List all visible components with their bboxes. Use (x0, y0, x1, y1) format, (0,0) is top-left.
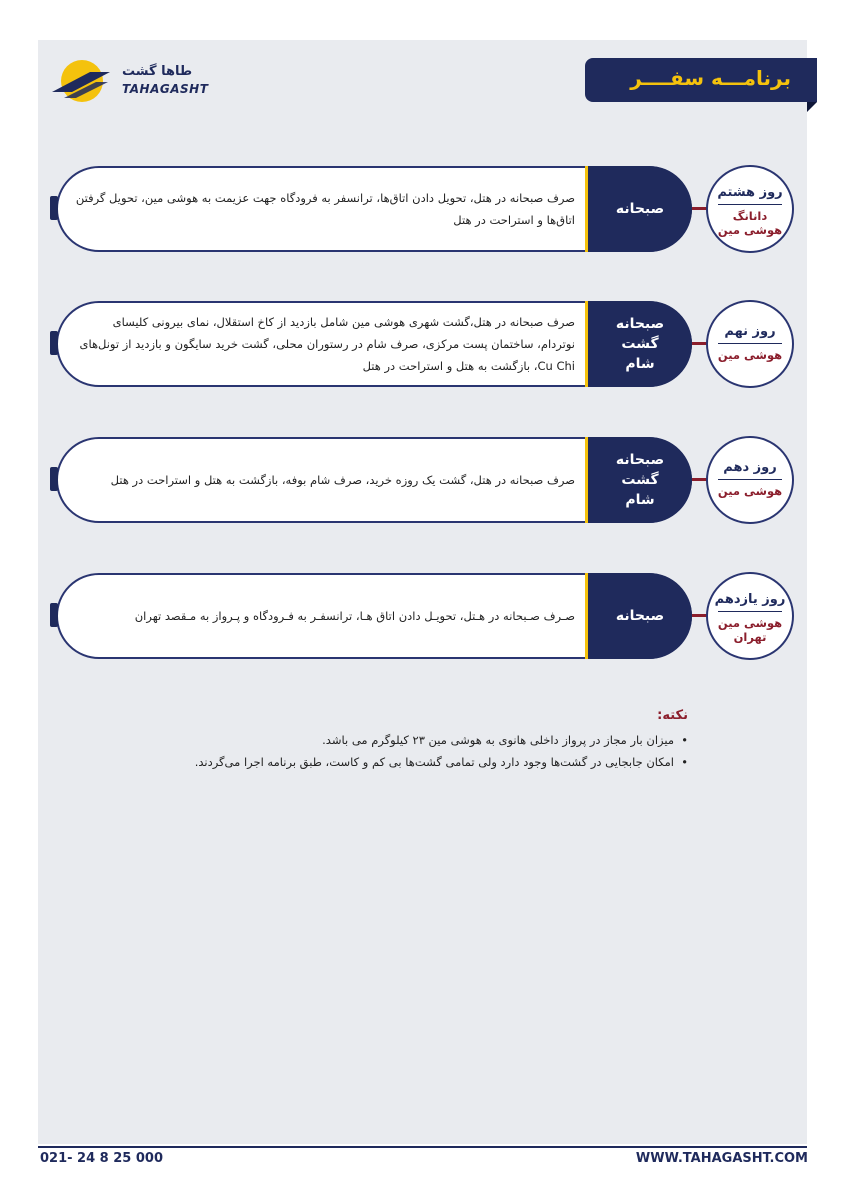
card-tab (50, 603, 58, 627)
itinerary-day-row (50, 301, 795, 389)
note-item: • میزان بار مجاز در پرواز داخلی هانوی به هوشی مین ۲۳ کیلوگرم می باشد. (128, 729, 688, 751)
page-title-banner (585, 58, 817, 102)
day-badge (706, 300, 794, 388)
day-city: هوشی مین تهران (717, 616, 783, 644)
logo-text-en: TAHAGASHT (122, 82, 209, 96)
day-description: صرف صبحانه در هتل،گشت شهری هوشی مین شامل بازدید از کاخ استقلال، نمای بیرونی کلیسای نوتردام، ساختمان پست مرکزی، صرف شام در رستوران محلی، گشت خرید سایگون و بازدید از تونل‌های Cu Chi، بازگشت به هتل و استراحت در هتل (79, 315, 575, 373)
itinerary-day-row (50, 437, 795, 525)
badge-divider (718, 343, 782, 344)
day-meals: صبحانه (615, 201, 665, 217)
day-meals-box (585, 573, 692, 659)
day-title: روز نهم (724, 324, 776, 339)
day-city: هوشی مین (717, 484, 783, 498)
day-title: روز هشتم (717, 185, 783, 200)
day-title: روز یازدهم (714, 592, 786, 607)
day-description: صرف صبحانه در هتل، تحویل دادن اتاق‌ها، ترانسفر به فرودگاه جهت عزیمت به هوشی مین، تحویل گرفتن اتاق‌ها و استراحت در هتل (75, 191, 575, 227)
footer-website-link[interactable]: WWW.TAHAGASHT.COM (635, 1151, 808, 1166)
itinerary-day-row (50, 166, 795, 254)
footer-divider (38, 1146, 807, 1148)
day-description: صـرف صـبحانه در هـتل، تحویـل دادن اتاق هـا، ترانسفـر به فـرودگاه و پـرواز به مـقصد تهران (134, 609, 575, 623)
day-meals-box (585, 437, 692, 523)
badge-divider (718, 611, 782, 612)
notes-title: نکته: (657, 708, 688, 723)
card-tab (50, 467, 58, 491)
notes-section (128, 708, 688, 773)
day-meals-box (585, 166, 692, 252)
card-tab (50, 196, 58, 220)
notes-list (128, 729, 688, 773)
itinerary-day-row (50, 573, 795, 661)
day-description: صرف صبحانه در هتل، گشت یک روزه خرید، صرف شام بوفه، بازگشت به هتل و استراحت در هتل (110, 473, 575, 487)
day-city: دانانگ هوشی مین (717, 209, 783, 237)
badge-divider (718, 204, 782, 205)
page-title: برنامـــه سفــــر (630, 66, 791, 90)
badge-divider (718, 479, 782, 480)
day-meals: صبحانه گشت شام (615, 316, 665, 372)
tahagasht-logo[interactable] (50, 58, 209, 104)
note-item: • امکان جابجایی در گشت‌ها وجود دارد ولی تمامی گشت‌ها بی کم و کاست، طبق برنامه اجرا می‌گردند. (128, 751, 688, 773)
day-badge (706, 572, 794, 660)
footer-phone[interactable]: 021- 24 8 25 000 (40, 1151, 163, 1166)
logo-text-fa: طاها گشت (122, 64, 193, 79)
logo-emblem-icon (50, 58, 120, 104)
day-meals: صبحانه گشت شام (615, 452, 665, 508)
banner-fold (807, 102, 817, 112)
day-badge (706, 436, 794, 524)
day-city: هوشی مین (717, 348, 783, 362)
card-tab (50, 331, 58, 355)
day-badge (706, 165, 794, 253)
day-title: روز دهم (723, 460, 777, 475)
day-meals-box (585, 301, 692, 387)
day-meals: صبحانه (615, 608, 665, 624)
